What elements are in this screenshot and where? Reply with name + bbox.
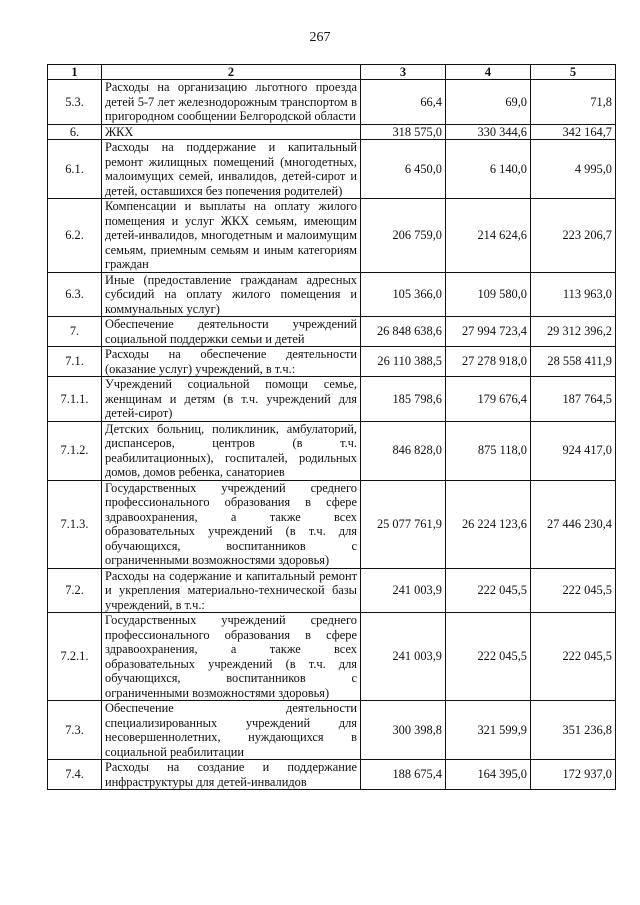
table-row (48, 272, 616, 317)
row-description: Иные (предоставление гражданам адресных субсидий на оплату жилого помещения и коммунальных услуг) (102, 272, 361, 317)
row-code: 7.2.1. (48, 613, 102, 701)
row-description: Расходы на организацию льготного проезда детей 5-7 лет железнодорожным транспортом в пригородном сообщении Белгородской области (102, 80, 361, 125)
table-row (48, 377, 616, 422)
row-code: 6.3. (48, 272, 102, 317)
value-col3: 206 759,0 (361, 199, 446, 273)
value-col3: 318 575,0 (361, 124, 446, 140)
table-row (48, 480, 616, 568)
value-col4: 179 676,4 (446, 377, 531, 422)
row-code: 7.4. (48, 760, 102, 790)
row-description: Государственных учреждений среднего профессионального образования в сфере здравоохранения, а также всех образовательных учреждений (в т.ч. для обучающихся, воспитанников с ограниченными возможностями здоровья) (102, 480, 361, 568)
row-description: Расходы на поддержание и капитальный ремонт жилищных помещений (многодетных, малоимущих семей, инвалидов, детей-сирот и детей, оставшихся без попечения родителей) (102, 140, 361, 199)
row-code: 7. (48, 317, 102, 347)
row-description: Детских больниц, поликлиник, амбулаторий, диспансеров, центров (в т.ч. реабилитационных), госпиталей, родильных домов, домов ребенка, санаториев (102, 421, 361, 480)
value-col4: 164 395,0 (446, 760, 531, 790)
value-col5: 187 764,5 (531, 377, 616, 422)
column-header: 1 (48, 65, 102, 80)
table-row (48, 140, 616, 199)
column-header: 4 (446, 65, 531, 80)
value-col5: 924 417,0 (531, 421, 616, 480)
row-code: 7.3. (48, 701, 102, 760)
value-col3: 26 848 638,6 (361, 317, 446, 347)
value-col3: 185 798,6 (361, 377, 446, 422)
column-header: 3 (361, 65, 446, 80)
row-description: Расходы на содержание и капитальный ремонт и укрепления материально-технической базы учреждений, в т.ч.: (102, 568, 361, 613)
value-col5: 223 206,7 (531, 199, 616, 273)
table-row (48, 421, 616, 480)
table-row (48, 80, 616, 125)
value-col4: 214 624,6 (446, 199, 531, 273)
value-col4: 6 140,0 (446, 140, 531, 199)
value-col3: 300 398,8 (361, 701, 446, 760)
row-code: 7.1. (48, 347, 102, 377)
row-description: Расходы на создание и поддержание инфраструктуры для детей-инвалидов (102, 760, 361, 790)
column-header: 2 (102, 65, 361, 80)
row-description: Компенсации и выплаты на оплату жилого помещения и услуг ЖКХ семьям, имеющим детей-инвалидов, многодетным и малоимущим семьям, приемным семьям и иным категориям граждан (102, 199, 361, 273)
value-col4: 330 344,6 (446, 124, 531, 140)
table-header-row (48, 65, 616, 80)
table-row (48, 317, 616, 347)
table-row (48, 568, 616, 613)
row-code: 6.1. (48, 140, 102, 199)
value-col4: 875 118,0 (446, 421, 531, 480)
value-col3: 26 110 388,5 (361, 347, 446, 377)
row-code: 7.1.1. (48, 377, 102, 422)
value-col5: 172 937,0 (531, 760, 616, 790)
value-col3: 241 003,9 (361, 568, 446, 613)
column-header: 5 (531, 65, 616, 80)
value-col3: 846 828,0 (361, 421, 446, 480)
value-col4: 69,0 (446, 80, 531, 125)
page-number: 267 (309, 30, 331, 45)
value-col3: 66,4 (361, 80, 446, 125)
row-code: 5.3. (48, 80, 102, 125)
value-col5: 71,8 (531, 80, 616, 125)
table-row (48, 347, 616, 377)
budget-table (47, 64, 616, 790)
value-col5: 28 558 411,9 (531, 347, 616, 377)
value-col4: 26 224 123,6 (446, 480, 531, 568)
value-col5: 113 963,0 (531, 272, 616, 317)
value-col5: 4 995,0 (531, 140, 616, 199)
row-description: Расходы на обеспечение деятельности (оказание услуг) учреждений, в т.ч.: (102, 347, 361, 377)
row-description: Обеспечение деятельности учреждений социальной поддержки семьи и детей (102, 317, 361, 347)
value-col3: 6 450,0 (361, 140, 446, 199)
value-col4: 222 045,5 (446, 568, 531, 613)
value-col3: 105 366,0 (361, 272, 446, 317)
row-code: 7.1.3. (48, 480, 102, 568)
value-col3: 241 003,9 (361, 613, 446, 701)
row-code: 7.2. (48, 568, 102, 613)
value-col4: 109 580,0 (446, 272, 531, 317)
table-row (48, 613, 616, 701)
value-col5: 342 164,7 (531, 124, 616, 140)
value-col5: 351 236,8 (531, 701, 616, 760)
row-code: 7.1.2. (48, 421, 102, 480)
table-row (48, 760, 616, 790)
table-row (48, 199, 616, 273)
row-description: Учреждений социальной помощи семье, женщинам и детям (в т.ч. учреждений для детей-сирот) (102, 377, 361, 422)
row-code: 6.2. (48, 199, 102, 273)
row-description: Государственных учреждений среднего профессионального образования в сфере здравоохранения, а также всех образовательных учреждений (в т.ч. для обучающихся, воспитанников с ограниченными возможностями здоровья) (102, 613, 361, 701)
row-description: ЖКХ (102, 124, 361, 140)
value-col4: 321 599,9 (446, 701, 531, 760)
value-col5: 222 045,5 (531, 613, 616, 701)
value-col4: 222 045,5 (446, 613, 531, 701)
value-col5: 222 045,5 (531, 568, 616, 613)
table-row (48, 701, 616, 760)
value-col3: 25 077 761,9 (361, 480, 446, 568)
row-code: 6. (48, 124, 102, 140)
value-col5: 29 312 396,2 (531, 317, 616, 347)
row-description: Обеспечение деятельности специализированных учреждений для несовершеннолетних, нуждающихся в социальной реабилитации (102, 701, 361, 760)
table-row (48, 124, 616, 140)
value-col5: 27 446 230,4 (531, 480, 616, 568)
value-col4: 27 994 723,4 (446, 317, 531, 347)
value-col4: 27 278 918,0 (446, 347, 531, 377)
value-col3: 188 675,4 (361, 760, 446, 790)
